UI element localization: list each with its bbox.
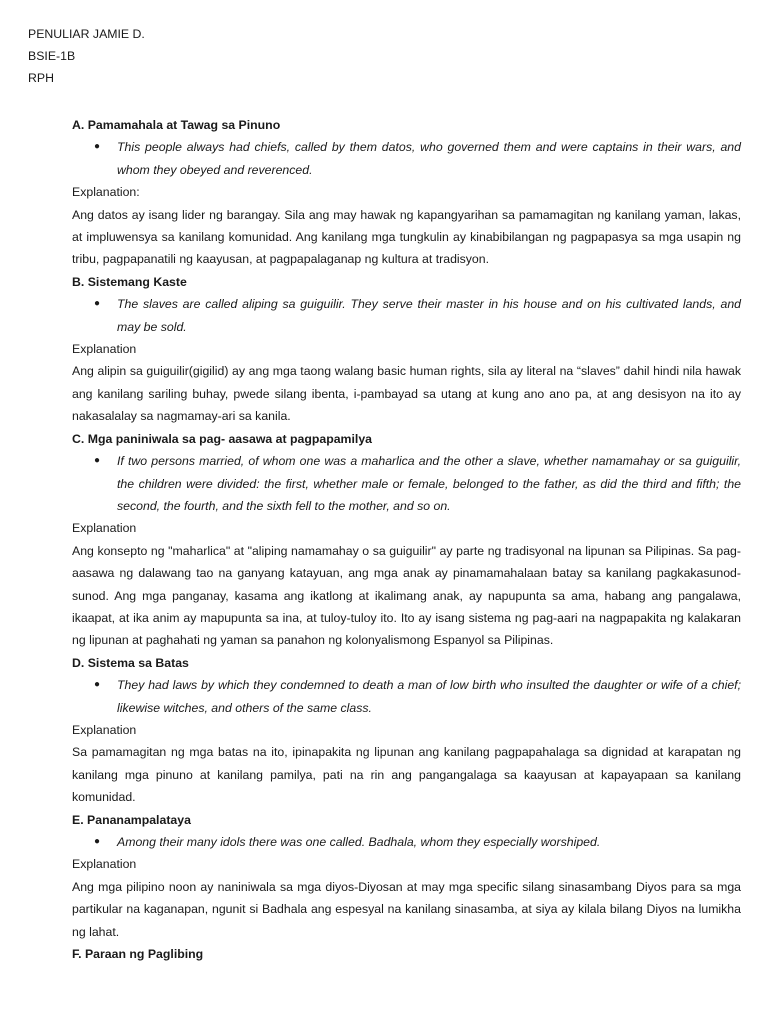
explanation-text: Ang datos ay isang lider ng barangay. Sila ang may hawak ng kapangyarihan sa pamamagitan ng kanilang yaman, lakas, at impluwensya sa kanilang komunidad. Ang kanilang mga tungkulin ay kinabibilangan ng pagpapasya sa mga usapin ng tribu, pagpapanatili ng kaayusan, at pagpapalaganap ng kultura at tradisyon. [72,207,741,267]
document-body [72,114,741,965]
quote-text: They had laws by which they condemned to death a man of low birth who insulted the daughter or wife of a chief; likewise witches, and others of the same class. [117,678,741,715]
explanation-text: Ang mga pilipino noon ay naniniwala sa mga diyos-Diyosan at may mga specific silang sinasambang Diyos para sa mga partikular na kaganapan, ngunit si Badhala ang espesyal na kanilang sinasamba, at siya ay kilala bilang Diyos na lumikha ng lahat. [72,879,741,939]
bullet-icon: ● [94,679,101,691]
explanation-text: Ang alipin sa guiguilir(gigilid) ay ang mga taong walang basic human rights, sila ay literal na “slaves” dahil hindi nila hawak ang kanilang sariling buhay, pwede silang ibenta, i-pambayad sa utang at kung ano ano pa, at ang desisyon na ito ay nakasalalay sa nagmamay-ari sa kanila. [72,364,741,424]
quote-text: If two persons married, of whom one was a maharlica and the other a slave, whether namamahay or sa guiguilir, the children were divided: the first, whether male or female, belonged to the father, as did the third and fifth; the second, the fourth, and the sixth fell to the mother, and so on. [117,454,741,513]
section-f [72,943,741,965]
section-d [72,652,741,809]
course-code: RPH [28,71,54,85]
quote-text: The slaves are called aliping sa guiguilir. They serve their master in his house and on his cultivated lands, and may be sold. [117,297,741,334]
section-b [72,271,741,428]
quote-item [72,136,741,181]
quote-list [72,293,741,338]
explanation-text: Sa pamamagitan ng mga batas na ito, ipinapakita ng lipunan ang kanilang pagpapahalaga sa dignidad at karapatan ng kanilang mga pinuno at kanilang pamilya, pati na rin ang pangangalaga sa kaayusan at kapayapaan sa kanilang komunidad. [72,745,741,805]
bullet-icon: ● [94,141,101,153]
quote-item [72,293,741,338]
quote-item [72,450,741,517]
section-a [72,114,741,271]
explanation-label: Explanation [72,857,137,872]
quote-text: This people always had chiefs, called by them datos, who governed them and were captains in their wars, and whom they obeyed and reverenced. [117,140,741,177]
quote-item [72,674,741,719]
quote-list [72,136,741,181]
section-c [72,428,741,652]
section-title: C. Mga paniniwala sa pag- aasawa at pagpapamilya [72,431,373,446]
quote-list [72,831,741,853]
quote-item [72,831,741,853]
bullet-icon: ● [94,836,101,847]
section-e [72,809,741,943]
explanation-text: Ang konsepto ng "maharlica" at "aliping namamahay o sa guiguilir" ay parte ng tradisyonal na lipunan sa Pilipinas. Sa pag-aasawa ng dalawang tao na ganyang katayuan, ang mga anak ay pinamamahalaan batay sa kanilang pagkakasunod-sunod. Ang mga panganay, kasama ang ikatlong at ikalimang anak, ay napupunta sa ama, habang ang pangalawa, ikaapat, at ika anim ay mapupunta sa ina, at tuloy-tuloy ito. Ito ay isang sistema ng pag-aari na nagpapakita ng kalakaran ng lipunan at paghahati ng yaman sa panahon ng kolonyalismong Espanyol sa Pilipinas. [72,543,741,648]
student-section: BSIE-1B [28,49,76,63]
quote-list [72,674,741,719]
explanation-label: Explanation [72,722,137,737]
bullet-icon: ● [94,455,101,467]
section-title: E. Pananampalataya [72,812,191,827]
quote-text: Among their many idols there was one called. Badhala, whom they especially worshiped. [117,835,601,849]
quote-list [72,450,741,517]
student-header [28,26,145,92]
section-title: F. Paraan ng Paglibing [72,947,204,962]
section-title: A. Pamamahala at Tawag sa Pinuno [72,118,281,132]
explanation-label: Explanation: [72,185,140,200]
explanation-label: Explanation [72,342,137,357]
bullet-icon: ● [94,298,101,310]
section-title: B. Sistemang Kaste [72,274,187,289]
student-name: PENULIAR JAMIE D. [28,27,145,41]
section-title: D. Sistema sa Batas [72,655,189,670]
explanation-label: Explanation [72,521,137,536]
